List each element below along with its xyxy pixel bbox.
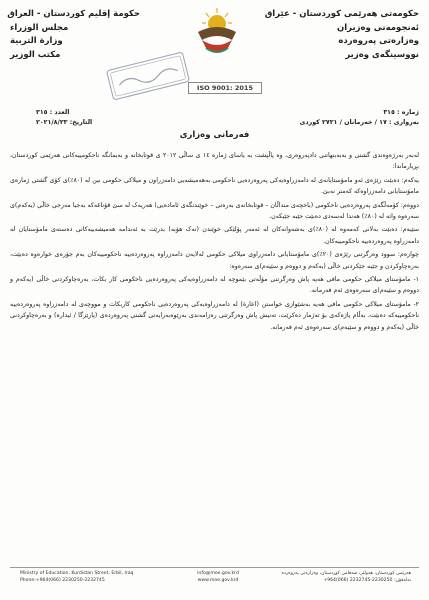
header-kurdish [264,8,419,62]
document-title: فەرمانی وەزاری [179,130,250,140]
paragraph: ١- مامۆستای میلاکی حکومی مافی هەیە پاش وەرگرتنی مۆڵەتی بێموچە لە دامەزراوەیەکی پەروەردەیی ناحکومی کار بکات، بەرەچاوکردنی خاڵی (یەکەم و دووەم و سێیەم)ی سەرەوەی ئەم فەرمانە. [10,276,419,295]
reference-number: ژمارە : ٣١٥ [383,109,419,116]
paragraph: دووەم: کۆمەڵگەی پەروەردەیی ناحکومی (باخچەی منداڵان – قوتابخانەی بەرەتی – خوێندنگەی ئامادەیی) هەریەک لە سێ قۆناغەکە بەجیا مەرجی خاڵی (یەکەم)ی سەرەوە واتە لە (٨٠٪) هەندا لەسەدی دەبێت جێبە جێبکەن. [10,201,419,221]
footer-website: www.moe.gov.krd [197,577,239,583]
header-arabic [7,8,140,62]
header-line: ئەنجومەنی وەزیران [336,22,419,33]
header-line: حکومەتی هەرێمی کوردستان - عێراق [264,9,419,19]
header-line: حكومة إقليم كوردستان - العراق [7,9,140,19]
paragraph: لەبەر بەرژەوەندی گشتی و بەبەبنهاتنی دادپەروەری، وە پاڵپشت بە یاسای ژمارە ١٤ ی ساڵی ٢٠١٢ ی قوتابخانە و بەیمانگە ناحکومییەکانی هەرێمی کوردستان، بڕیارماندا: [10,152,419,171]
paragraph: یەکەم: دەبێت رێژەی ئەو مامۆستایانەی لە دامەزراوەیەکی پەروەردەیی ناحکومی بەهەمیشەیی دامەزراون و میلاکی حکومی نین لە (٨٠٪)ی کۆی گشتی ژمارەی مامۆستایانی دامەزراوەکە کەمتر نەبێ. [10,176,419,196]
header-line: مجلس الوزراء [10,22,69,33]
footer-divider [10,567,419,568]
footer-line: تەلەفۆن: 2230250-2232745 (066)964+ [323,577,411,583]
iso-badge: ISO 9001: 2015 [188,82,262,94]
paragraph: ٢- مامۆستای میلاکی حکومی مافی هەیە بەشێوازی خواستن (اعارة) لە دامەزراوەیەکی پەروەردەیی ناحکومی کاربکات و مووچەی لە دامەزراوە پەروەردەییە ناحکومییەکە دەبێت، بەڵام پاژەکەی بۆ تەژمار دەکرێت، تەنیش پاش وەرگرتنی رەزامەندی بەرێوەبەرایەتی گشتی پەروەردەی (پارێزگا / ئیدارە) و بەرەچاوکردنی خاڵی (یەکەم و دووەم و سێیەم)ی سەرەوەی ئەم فەرمانە. [10,300,419,331]
footer-line: Phone:+964(066) 2230250-2232745 [20,577,105,583]
header-line: وزارة التربية [10,36,63,46]
footer-address-en [20,571,133,584]
reference-block [300,108,419,128]
reference-date-arabic: التاريخ: ٢٠٢١/٨/٢٣ [36,119,93,126]
reference-block-arabic [36,108,92,128]
footer-line: Ministry of Education, Kurdistan Street, Erbil, Iraq [20,571,134,576]
document-body [10,150,419,335]
footer-email: info@moe.gov.krd [197,571,239,576]
reference-date: بەرواری : ١٧ / خەرمانان / ٢٧٢١ کوردی [299,119,419,126]
reference-number-arabic: العدد : ٣١٥ [36,109,70,116]
footer-address-ku [282,571,411,584]
footer-contact [188,571,248,584]
header-line: مكتب الوزير [10,49,61,60]
kurdistan-emblem-icon [192,2,242,60]
header-line: نووسینگەی وەزیر [345,49,419,60]
paragraph: سێیەم: دەبێت بەلانی کەمەوە لە (٨٠٪)ی بەشەوانەکان لە ئەمەر پۆلێکی خوێندن (نەک هۆبە) بدرێت بە ئەندامە هەمیشەییەکانی دەستەی مامۆستایان لە دامەزراوە پەروەردەییە ناحکومییەکان. [10,226,419,245]
paragraph: چوارەم: سوود وەرگرتنی رێژەی (٢٠٪)ی مامۆستایانی دامەزراوی میلاکی حکومی لەلایەن دامەزراوە پەروەردەییە ناحکومییەکان بەم جۆرەی خوارەوە دەبێت، بەرەچاوکردن و جێبە جێکردنی خاڵی (یەکەم و دووەم و سێیەم)ی سەرەوە: [10,251,419,270]
footer-line: هەرێمی کوردستان، هەولێر، شەقامی کوردستان، وەزارەتی پەروەردە [281,571,411,576]
header-line: وەزارەتی پەروەردە [338,36,419,46]
